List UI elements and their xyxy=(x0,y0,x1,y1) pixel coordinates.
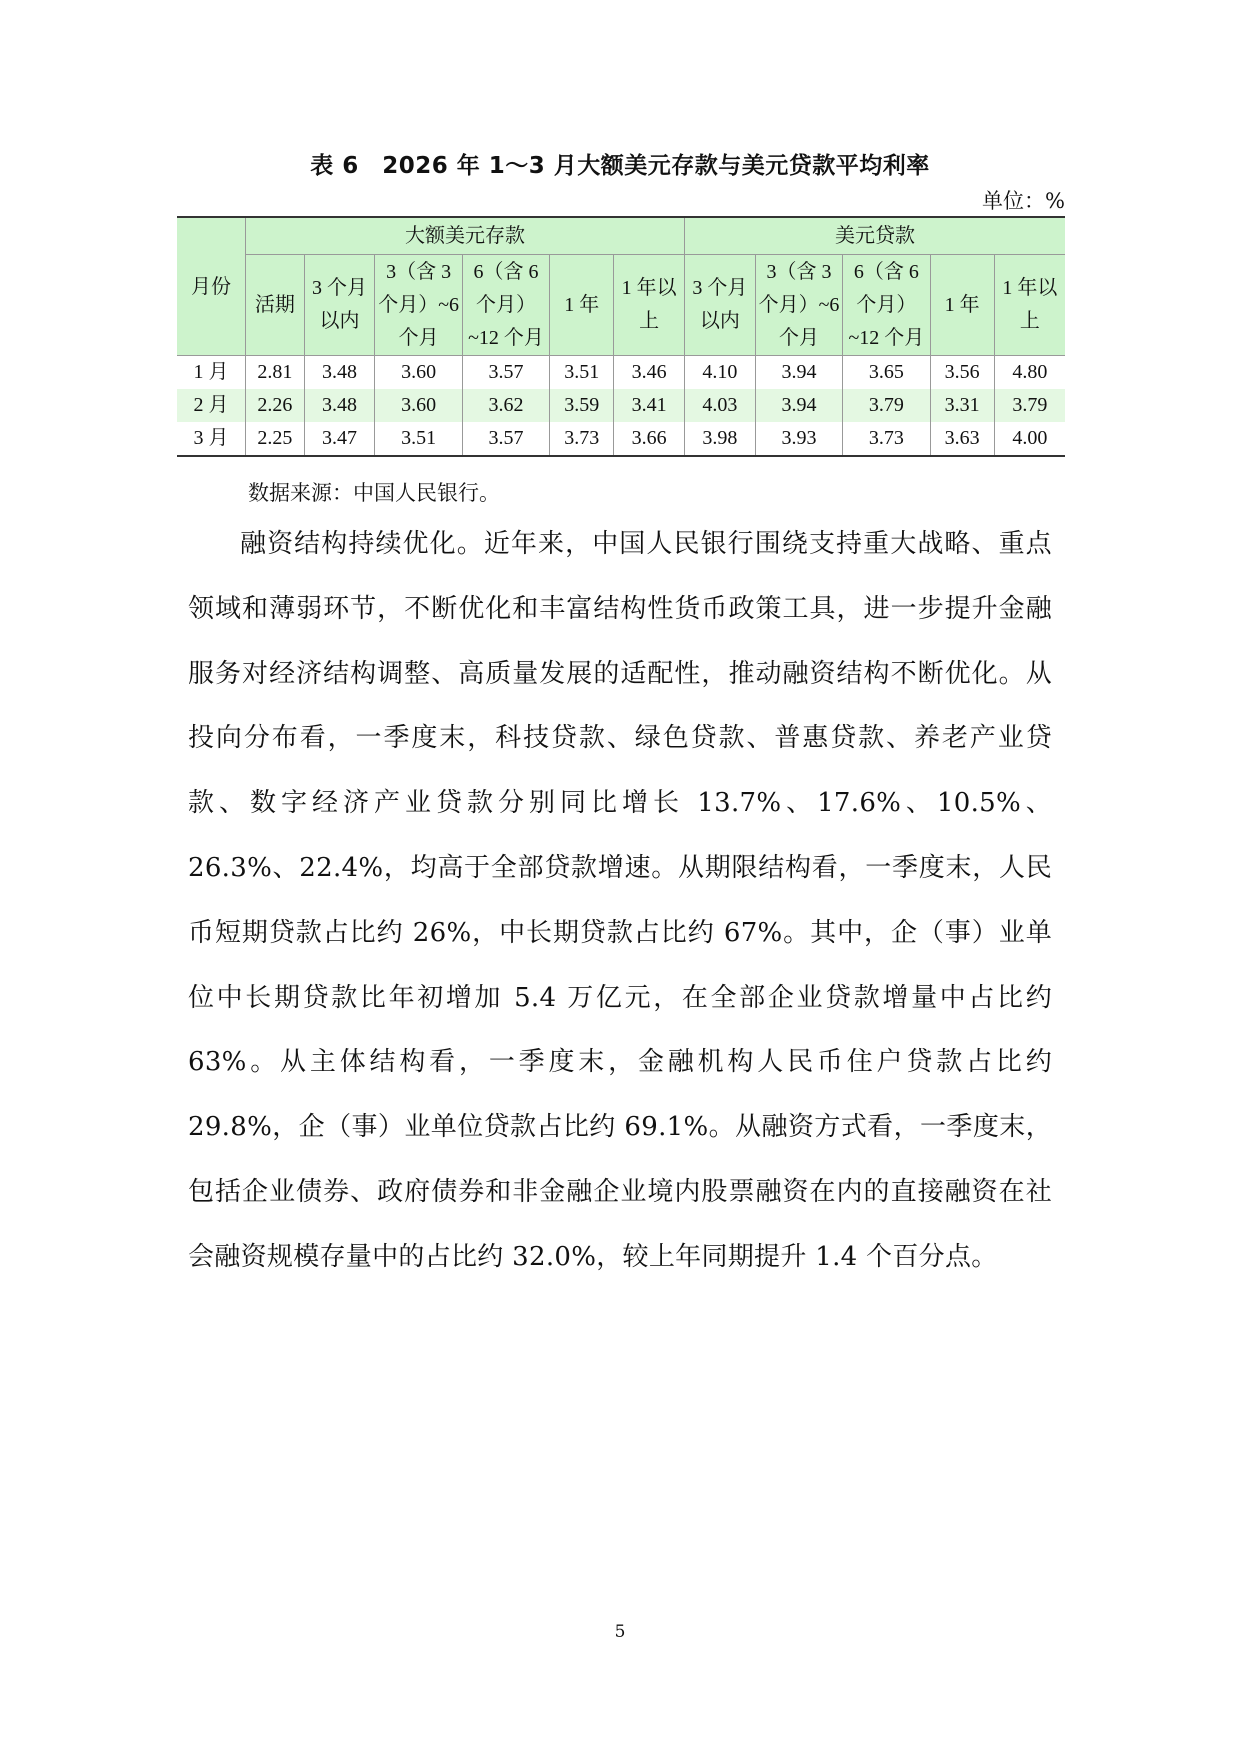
rate-cell: 2.26 xyxy=(246,389,305,422)
header-group-loan: 美元贷款 xyxy=(685,217,1065,255)
page-number: 5 xyxy=(614,1622,626,1642)
rate-cell: 3.60 xyxy=(375,356,462,390)
body-paragraph: 融资结构持续优化。近年来，中国人民银行围绕支持重大战略、重点领域和薄弱环节，不断优化和丰富结构性货币政策工具，进一步提升金融服务对经济结构调整、高质量发展的适配性，推动融资结构不断优化。从投向分布看，一季度末，科技贷款、绿色贷款、普惠贷款、养老产业贷款、数字经济产业贷款分别同比增长 13.7%、17.6%、10.5%、26.3%、22.4%，均高于全部贷款增速。从期限结构看，一季度末，人民币短期贷款占比约 26%，中长期贷款占比约 67%。其中，企（事）业单位中长期贷款比年初增加 5.4 万亿元，在全部企业贷款增量中占比约 63%。从主体结构看，一季度末，金融机构人民币住户贷款占比约 29.8%，企（事）业单位贷款占比约 69.1%。从融资方式看，一季度末，包括企业债券、政府债券和非金融企业境内股票融资在内的直接融资在社会融资规模存量中的占比约 32.0%，较上年同期提升 1.4 个百分点。 xyxy=(188,529,1052,1272)
header-loan-col: 1 年 xyxy=(930,255,994,356)
header-month: 月份 xyxy=(177,217,246,356)
header-deposit-col: 活期 xyxy=(246,255,305,356)
header-deposit-col: 3 个月 以内 xyxy=(304,255,375,356)
rate-cell: 3.48 xyxy=(304,356,375,390)
header-loan-col: 3 个月 以内 xyxy=(685,255,756,356)
rate-cell: 3.73 xyxy=(843,422,930,456)
rate-cell: 3.57 xyxy=(462,422,549,456)
rate-cell: 3.79 xyxy=(843,389,930,422)
header-loan-col: 6（含 6 个月） ~12 个月 xyxy=(843,255,930,356)
rate-cell: 3.65 xyxy=(843,356,930,390)
table-row xyxy=(177,356,1065,390)
data-source-note: 数据来源：中国人民银行。 xyxy=(248,481,500,505)
rate-cell: 3.46 xyxy=(614,356,685,390)
rate-cell: 3.59 xyxy=(550,389,614,422)
header-group-deposit: 大额美元存款 xyxy=(246,217,685,255)
table-row xyxy=(177,422,1065,456)
rate-cell: 3.79 xyxy=(994,389,1065,422)
rate-cell: 3.56 xyxy=(930,356,994,390)
rate-cell: 3.63 xyxy=(930,422,994,456)
rate-cell: 3.93 xyxy=(755,422,842,456)
rate-cell: 4.80 xyxy=(994,356,1065,390)
header-loan-col: 1 年以 上 xyxy=(994,255,1065,356)
table-title: 表 6 2026 年 1～3 月大额美元存款与美元贷款平均利率 xyxy=(310,153,930,179)
rate-cell: 3.94 xyxy=(755,356,842,390)
table-unit: 单位：% xyxy=(982,189,1065,213)
rate-cell: 3.98 xyxy=(685,422,756,456)
rate-cell: 2.25 xyxy=(246,422,305,456)
rate-cell: 3.66 xyxy=(614,422,685,456)
rate-cell: 3.94 xyxy=(755,389,842,422)
row-month: 1 月 xyxy=(177,356,246,390)
header-loan-col: 3（含 3 个月）~6 个月 xyxy=(755,255,842,356)
rate-cell: 3.47 xyxy=(304,422,375,456)
rate-cell: 3.41 xyxy=(614,389,685,422)
rate-cell: 4.10 xyxy=(685,356,756,390)
row-month: 2 月 xyxy=(177,389,246,422)
rate-cell: 3.48 xyxy=(304,389,375,422)
row-month: 3 月 xyxy=(177,422,246,456)
header-deposit-col: 3（含 3 个月）~6 个月 xyxy=(375,255,462,356)
rate-cell: 3.51 xyxy=(550,356,614,390)
rate-cell: 4.00 xyxy=(994,422,1065,456)
rate-cell: 3.62 xyxy=(462,389,549,422)
header-deposit-col: 1 年以 上 xyxy=(614,255,685,356)
rate-cell: 3.51 xyxy=(375,422,462,456)
table-row xyxy=(177,389,1065,422)
rate-cell: 3.73 xyxy=(550,422,614,456)
rate-cell: 4.03 xyxy=(685,389,756,422)
rate-cell: 3.31 xyxy=(930,389,994,422)
rate-cell: 3.60 xyxy=(375,389,462,422)
rate-cell: 2.81 xyxy=(246,356,305,390)
header-deposit-col: 6（含 6 个月） ~12 个月 xyxy=(462,255,549,356)
rate-cell: 3.57 xyxy=(462,356,549,390)
interest-rate-table xyxy=(177,216,1065,457)
header-deposit-col: 1 年 xyxy=(550,255,614,356)
